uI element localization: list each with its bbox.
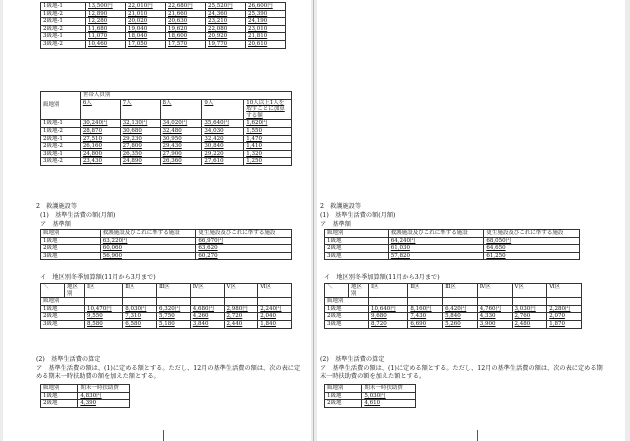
cell: 25,390 — [246, 10, 286, 18]
left-section-2-2: (2) 基準生活費の算定 — [36, 356, 101, 363]
left-base-table — [40, 229, 292, 260]
cell: 26,360 — [160, 158, 202, 166]
left-winter-table: ＼ 地区別 Ⅰ区 Ⅱ区 Ⅲ区 Ⅳ区 Ⅴ区 Ⅵ区 級地別 1級地 10,470円 8,030円 6,320円 4,680円 2,980円 2,240円 2級地 9,550 7,310 5,750 4,260 2,720 2,040 3級地 8,580 6,580 5,180 3,840 2,440 1,840 — [40, 283, 292, 329]
row-label: 3級地-2 — [41, 158, 81, 166]
cell: 3,900 — [477, 320, 512, 328]
table-row — [325, 245, 580, 253]
right-section-2: 2 救護施設等 — [320, 203, 362, 210]
left-section-2-1: (1) 基準生活費の額(月額) — [40, 212, 116, 219]
cell: 30,840 — [202, 143, 244, 151]
cell: 27,510 — [80, 135, 120, 143]
cell: 17,050 — [126, 40, 166, 48]
cell: 1,550 — [244, 127, 292, 135]
row-label: 3級地 — [41, 320, 85, 328]
cell: 34,030 — [202, 127, 244, 135]
base-h1: 救護施設及びこれに準ずる施設 — [100, 230, 196, 238]
cell: 29,230 — [120, 135, 160, 143]
table-row — [41, 18, 286, 26]
row-label: 3級地-1 — [41, 150, 81, 158]
table-row — [325, 237, 580, 245]
cell: 19,770 — [206, 40, 246, 48]
row-label: 3級地 — [325, 252, 389, 260]
household-col-header: 級地別 — [41, 92, 81, 120]
left-winter-label: イ 地区別冬季加算額(11月から3月まで) — [40, 274, 156, 281]
cell: 22,010円 — [126, 3, 166, 11]
base-h0: 級地別 — [41, 230, 101, 238]
cell: 4,610 — [362, 400, 416, 408]
cell: 10,640円 — [369, 305, 408, 313]
cell: 1,250 — [244, 158, 292, 166]
table-row — [325, 400, 416, 408]
cell: 5,750 — [157, 313, 191, 321]
household-group-header: 世帯人員別 — [80, 92, 291, 100]
cell: 4,260 — [190, 313, 224, 321]
cell: 30,950 — [160, 135, 202, 143]
cell: 2,240円 — [258, 305, 292, 313]
cell: 5,260 — [443, 320, 478, 328]
cell: 7,430 — [408, 313, 443, 321]
table-row — [41, 143, 292, 151]
left-section-2: 2 救護施設等 — [36, 203, 78, 210]
cell: 4,390 — [78, 400, 130, 408]
row-label: 1級地 — [41, 392, 78, 400]
winter-corner-2: 級地別 — [325, 298, 369, 306]
cell: 32,420 — [202, 135, 244, 143]
table-row — [41, 245, 292, 253]
household-col-header: 7人 — [120, 99, 160, 120]
row-label: 2級地-1 — [41, 18, 86, 26]
household-col-header: 8人 — [160, 99, 202, 120]
table-row — [41, 135, 292, 143]
winter-col-6: Ⅵ区 — [258, 284, 292, 298]
cell: 28,870 — [80, 127, 120, 135]
table-row — [41, 127, 292, 135]
table-row — [41, 305, 292, 313]
cell: 24,800 — [80, 150, 120, 158]
cell: 5,030円 — [362, 392, 416, 400]
cell: 2,480 — [512, 320, 547, 328]
row-label: 1級地-1 — [41, 120, 81, 128]
cell: 61,030 — [388, 245, 484, 253]
winter-col-3: Ⅲ区 — [443, 284, 478, 298]
cell: 2,980円 — [224, 305, 258, 313]
cell: 2,760 — [512, 313, 547, 321]
left-household-table — [40, 91, 292, 166]
cell: 26,160 — [80, 143, 120, 151]
right-section-2-2: (2) 基準生活費の算定 — [320, 356, 385, 363]
winter-col-6: Ⅵ区 — [547, 284, 582, 298]
cell: 4,330 — [477, 313, 512, 321]
winter-corner: 地区別 — [65, 284, 85, 298]
row-label: 1級地-2 — [41, 127, 81, 135]
cell: 22,080 — [206, 25, 246, 33]
table-row — [41, 10, 286, 18]
row-label: 2級地-1 — [41, 135, 81, 143]
right-winter-label: イ 地区別冬季加算額(11月から3月まで) — [324, 274, 440, 281]
cell: 24,890 — [120, 158, 160, 166]
row-label: 2級地-2 — [41, 143, 81, 151]
right-paragraph: ア 基準生活費の額は、(1)に定める額とする。ただし、12月の基準生活費の額は、次の表に定める期末一時扶助費の額を加えた額とする。 — [320, 365, 603, 380]
cell: 3,840 — [190, 320, 224, 328]
cell: 63,620 — [196, 245, 292, 253]
winter-col-1: Ⅰ区 — [369, 284, 408, 298]
cell: 20,610 — [246, 40, 286, 48]
cell: 2,720 — [224, 313, 258, 321]
table-row — [41, 40, 286, 48]
cell: 3,030円 — [512, 305, 547, 313]
row-label: 1級地 — [325, 237, 389, 245]
table-row — [41, 392, 130, 400]
cell: 56,900 — [100, 252, 196, 260]
household-col-header: 6人 — [80, 99, 120, 120]
cell: 4,830円 — [78, 392, 130, 400]
cell: 64,650 — [484, 245, 580, 253]
cell: 19,040 — [126, 25, 166, 33]
cell: 68,050円 — [484, 237, 580, 245]
table-row — [41, 400, 130, 408]
winter-col-2: Ⅱ区 — [123, 284, 157, 298]
right-base-table — [324, 229, 580, 260]
cell: 6,320円 — [157, 305, 191, 313]
table-row — [41, 120, 292, 128]
bottom-marker-left — [163, 430, 164, 441]
cell: 20,630 — [166, 18, 206, 26]
left-year-end-table — [40, 384, 130, 408]
cell: 27,610 — [202, 158, 244, 166]
cell: 1,410 — [244, 143, 292, 151]
cell: 30,680 — [120, 127, 160, 135]
table-row — [325, 305, 582, 313]
cell: 60,270 — [196, 252, 292, 260]
cell: 32,130円 — [120, 120, 160, 128]
row-label: 2級地 — [325, 400, 362, 408]
cell: 25,520円 — [206, 3, 246, 11]
cell: 11,070 — [86, 33, 126, 41]
table-row — [41, 320, 292, 328]
table-row — [41, 3, 286, 11]
cell: 8,720 — [369, 320, 408, 328]
table-row — [325, 392, 416, 400]
cell: 21,660 — [166, 10, 206, 18]
cell: 12,890 — [86, 10, 126, 18]
winter-col-1: Ⅰ区 — [85, 284, 123, 298]
cell: 12,280 — [86, 18, 126, 26]
cell: 1,840 — [258, 320, 292, 328]
cell: 32,480 — [160, 127, 202, 135]
row-label: 1級地 — [325, 305, 369, 313]
cell: 17,570 — [166, 40, 206, 48]
cell: 30,240円 — [80, 120, 120, 128]
table-row — [41, 25, 286, 33]
cell: 24,190 — [246, 18, 286, 26]
cell: 26,350 — [120, 150, 160, 158]
winter-col-4: Ⅳ区 — [477, 284, 512, 298]
cell: 2,280円 — [547, 305, 582, 313]
winter-corner-2: 級地別 — [41, 298, 85, 306]
base-h0: 級地別 — [325, 230, 389, 238]
winter-col-3: Ⅲ区 — [157, 284, 191, 298]
winter-col-5: Ⅴ区 — [512, 284, 547, 298]
cell: 10,470円 — [85, 305, 123, 313]
winter-col-5: Ⅴ区 — [224, 284, 258, 298]
cell: 5,180 — [157, 320, 191, 328]
cell: 8,160円 — [408, 305, 443, 313]
cell: 29,430 — [160, 143, 202, 151]
cell: 8,580 — [85, 320, 123, 328]
row-label: 3級地-1 — [41, 33, 86, 41]
cell: 24,360 — [206, 10, 246, 18]
cell: 20,920 — [206, 33, 246, 41]
table-row — [41, 313, 292, 321]
cell: 63,220円 — [100, 237, 196, 245]
cell: 64,240円 — [388, 237, 484, 245]
cell: 1,320 — [244, 150, 292, 158]
row-label: 3級地 — [325, 320, 369, 328]
cell: 8,030円 — [123, 305, 157, 313]
cell: 1,870 — [547, 320, 582, 328]
table-row — [41, 33, 286, 41]
base-h1: 救護施設及びこれに準ずる施設 — [388, 230, 484, 238]
winter-col-4: Ⅳ区 — [190, 284, 224, 298]
year-end-h0: 級地別 — [41, 385, 78, 393]
cell: 26,600円 — [246, 3, 286, 11]
cell: 5,840 — [443, 313, 478, 321]
row-label: 2級地-2 — [41, 25, 86, 33]
cell: 10,460 — [86, 40, 126, 48]
cell: 1,620円 — [244, 120, 292, 128]
row-label: 3級地-2 — [41, 40, 86, 48]
row-label: 2級地 — [325, 313, 369, 321]
row-label: 2級地 — [41, 245, 101, 253]
page-divider — [313, 0, 314, 441]
cell: 23,010 — [246, 25, 286, 33]
cell: 60,060 — [100, 245, 196, 253]
right-year-end-table — [324, 384, 416, 408]
household-col-header: 9人 — [202, 99, 244, 120]
cell: 27,800 — [120, 143, 160, 151]
left-top-table — [40, 2, 286, 49]
table-row — [41, 237, 292, 245]
year-end-h1: 期末一時扶助費 — [78, 385, 130, 393]
cell: 21,810 — [246, 33, 286, 41]
cell: 6,580 — [123, 320, 157, 328]
table-row — [325, 320, 582, 328]
year-end-h1: 期末一時扶助費 — [362, 385, 416, 393]
row-label: 1級地-2 — [41, 10, 86, 18]
cell: 7,310 — [123, 313, 157, 321]
row-label: 1級地 — [41, 237, 101, 245]
table-row — [41, 158, 292, 166]
cell: 11,680 — [86, 25, 126, 33]
cell: 18,040 — [126, 33, 166, 41]
row-label: 2級地 — [41, 400, 78, 408]
year-end-h0: 級地別 — [325, 385, 362, 393]
table-row — [41, 150, 292, 158]
cell: 6,690 — [408, 320, 443, 328]
table-row — [41, 252, 292, 260]
table-row — [325, 313, 582, 321]
cell: 13,500円 — [86, 3, 126, 11]
cell: 66,970円 — [196, 237, 292, 245]
cell: 18,600 — [166, 33, 206, 41]
row-label: 2級地 — [325, 245, 389, 253]
cell: 34,020円 — [160, 120, 202, 128]
cell: 61,250 — [484, 252, 580, 260]
row-label: 1級地 — [41, 305, 85, 313]
row-label: 1級地 — [325, 392, 362, 400]
right-section-2-1: (1) 基準生活費の額(月額) — [320, 212, 396, 219]
base-h2: 更生施設及びこれに準ずる施設 — [196, 230, 292, 238]
left-base-label: ア 基準額 — [40, 221, 71, 228]
cell: 27,900 — [160, 150, 202, 158]
cell: 20,020 — [126, 18, 166, 26]
row-label: 2級地 — [41, 313, 85, 321]
cell: 9,550 — [85, 313, 123, 321]
row-label: 3級地 — [41, 252, 101, 260]
cell: 23,430 — [80, 158, 120, 166]
right-winter-table: ＼ 地区別 Ⅰ区 Ⅱ区 Ⅲ区 Ⅳ区 Ⅴ区 Ⅵ区 級地別 1級地 10,640円 8,160円 6,420円 4,760円 3,030円 2,280円 2級地 9,680 7,430 5,840 4,330 2,760 2,070 3級地 8,720 6,690 5,260 3,900 2,480 1,870 — [324, 283, 582, 329]
cell: 21,010 — [126, 10, 166, 18]
cell: 4,680円 — [190, 305, 224, 313]
cell: 1,470 — [244, 135, 292, 143]
winter-corner: 地区別 — [349, 284, 369, 298]
cell: 2,040 — [258, 313, 292, 321]
cell: 22,680円 — [166, 3, 206, 11]
cell: 19,620 — [166, 25, 206, 33]
bottom-marker-right — [477, 430, 478, 441]
cell: 35,640円 — [202, 120, 244, 128]
right-base-label: ア 基準額 — [320, 221, 351, 228]
cell: 4,760円 — [477, 305, 512, 313]
base-h2: 更生施設及びこれに準ずる施設 — [484, 230, 580, 238]
cell: 2,440 — [224, 320, 258, 328]
table-row — [325, 252, 580, 260]
cell: 6,420円 — [443, 305, 478, 313]
cell: 23,210 — [206, 18, 246, 26]
left-paragraph: ア 基準生活費の額は、(1)に定める額とする。ただし、12月の基準生活費の額は、次の表に定める期末一時扶助費の額を加えた額とする。 — [36, 365, 301, 380]
row-label: 1級地-1 — [41, 3, 86, 11]
cell: 2,070 — [547, 313, 582, 321]
cell: 29,220 — [202, 150, 244, 158]
cell: 57,820 — [388, 252, 484, 260]
household-col-header: 10人以上1人を増すごとに加算する額 — [244, 99, 292, 120]
winter-col-2: Ⅱ区 — [408, 284, 443, 298]
cell: 9,680 — [369, 313, 408, 321]
